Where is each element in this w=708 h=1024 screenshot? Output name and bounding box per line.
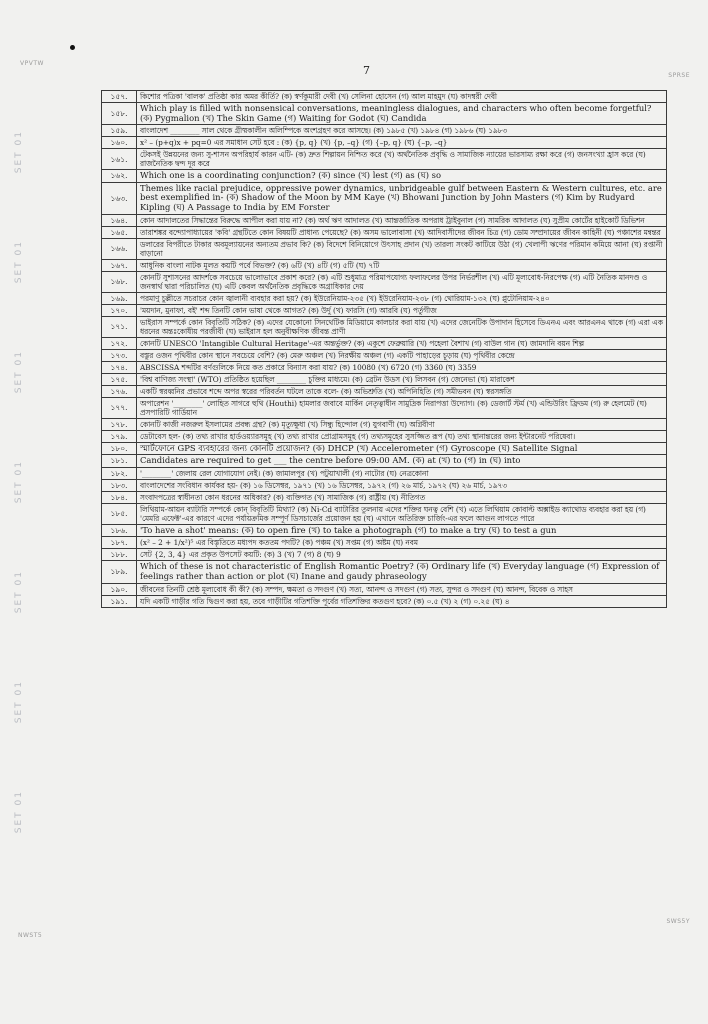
question-text: (x² – 2 + 1/x²)⁵ এর বিস্তৃতিতে মধ্যপদ কততম পদটি? (ক) পঞ্চম (খ) সপ্তম (গ) অষ্টম (ঘ) নবম	[137, 537, 667, 549]
question-number: ১৮৭.	[102, 537, 137, 549]
ink-dot	[70, 45, 75, 50]
question-number: ১৮১.	[102, 455, 137, 468]
question-number: ১৯১.	[102, 595, 137, 607]
question-number: ১৯০.	[102, 583, 137, 595]
question-number: ১৬৩.	[102, 182, 137, 214]
question-text: তারাশঙ্কর বন্দ্যোপাধ্যায়ের 'কবি' গ্রন্থটিতে কোন বিষয়টি প্রাধান্য পেয়েছে? (ক) অসম ভালোবাসা (খ) আদিবাসীদের জীবন চিত্র (গ) ডোম সম্প্রদায়ের জীবন কাহিনী (ঘ) পঞ্চাশের মন্বন্তর	[137, 226, 667, 238]
question-number: ১৭৬.	[102, 385, 137, 397]
question-row	[102, 316, 667, 337]
question-text: সংবাদপত্রের স্বাধীনতা কোন ধরনের অধিকার? (ক) ব্যক্তিগত (খ) সামাজিক (গ) রাষ্ট্রীয় (ঘ) নীতিগত	[137, 491, 667, 503]
question-number: ১৬৮.	[102, 271, 137, 292]
question-row	[102, 361, 667, 373]
question-text: কোনটি কাজী নজরুল ইসলামের প্রবন্ধ গ্রন্থ? (ক) মৃত্যুক্ষুধা (খ) সিন্ধু হিন্দোল (গ) যুগবাণী (ঘ) অগ্নিবীণা	[137, 418, 667, 430]
question-text: একটি স্বরধ্বনির প্রভাবে শব্দে অপর স্বরের পরিবর্তন ঘটলে তাকে বলে- (ক) অভিশ্রুতি (খ) অপিনিহিতি (গ) সমীভবন (ঘ) স্বরসঙ্গতি	[137, 385, 667, 397]
question-row	[102, 491, 667, 503]
question-number: ১৭২.	[102, 337, 137, 349]
set-label: SET 01	[14, 460, 24, 504]
question-number: ১৬৬.	[102, 238, 137, 259]
question-text: অপারেশন '________' লোহিত সাগরে হুথি (Houthi) হামলার জবাবে মার্কিন নেতৃত্বাধীন সামুদ্রিক নিরাপত্তা উদ্যোগ। (ক) ডেজার্ট স্টর্ম (খ) এন্ডিউরিং ফ্রিডম (গ) রু হেলমেট (ঘ) প্রসপারিটি গার্ডিয়ান	[137, 397, 667, 418]
question-number: ১৬০.	[102, 137, 137, 149]
question-row	[102, 385, 667, 397]
corner-mark-top-left: VPVTW	[20, 60, 44, 67]
set-label: SET 01	[14, 350, 24, 394]
question-number: ১৭১.	[102, 316, 137, 337]
question-text: স্মার্টফোনে GPS ব্যবহারের জন্য কোনটি প্রয়োজন? (ক) DHCP (খ) Accelerometer (গ) Gyroscope (ঘ) Satellite Signal	[137, 442, 667, 455]
question-row	[102, 373, 667, 385]
question-row	[102, 479, 667, 491]
set-watermark-column	[14, 130, 36, 930]
question-text: Candidates are required to get ___ the centre before 09:00 AM. (ক) at (খ) to (গ) in (ঘ) into	[137, 455, 667, 468]
question-text: কোনটি UNESCO 'Intangible Cultural Heritage'-এর অন্তর্ভুক্ত? (ক) একুশে ফেব্রুয়ারি (খ) পহেলা বৈশাখ (গ) বাউল গান (ঘ) জামদানি বয়ন শিল্প	[137, 337, 667, 349]
question-row	[102, 418, 667, 430]
corner-mark-bottom-right: SWS5Y	[666, 918, 690, 925]
set-label: SET 01	[14, 790, 24, 834]
question-table	[101, 90, 667, 608]
question-row	[102, 524, 667, 537]
question-row	[102, 337, 667, 349]
question-text: আধুনিক বাংলা নাটক মূলত কয়টি পর্বে বিভক্ত? (ক) ৬টি (খ) ৪টি (গ) ৫টি (ঘ) ৭টি	[137, 259, 667, 271]
question-row	[102, 349, 667, 361]
question-number: ১৭৭.	[102, 397, 137, 418]
corner-mark-bottom-left: NWST5	[18, 932, 43, 939]
question-row	[102, 125, 667, 137]
question-number: ১৫৯.	[102, 125, 137, 137]
question-text: Themes like racial prejudice, oppressive power dynamics, unbridgeable gulf between Eastern & Western cultures, etc. are best exemplified in- (ক) Shadow of the Moon by MM Kaye (খ) Bhowani Junction by John Masters (গ) Kim by Rudyard Kipling (ঘ) A Passage to India by EM Forster	[137, 182, 667, 214]
question-text: Which of these is not characteristic of English Romantic Poetry? (ক) Ordinary life (খ) Everyday language (গ) Expression of feelings rather than action or plot (ঘ) Inane and gaudy phraseology	[137, 561, 667, 583]
question-row	[102, 503, 667, 524]
question-row	[102, 430, 667, 442]
question-row	[102, 137, 667, 149]
question-text: ডলারের বিপরীতে টাকার অবমূল্যায়নের অন্যতম প্রভাব কি? (ক) বিদেশে বিনিয়োগে উৎসাহ প্রদান (খ) তারল্য সংকট কাটিয়ে উঠা (গ) খেলাপী ঋণের পরিমান কমিয়ে আনা (ঘ) রপ্তানী বাড়ানো	[137, 238, 667, 259]
question-number: ১৭৪.	[102, 361, 137, 373]
question-row	[102, 149, 667, 170]
question-number: ১৫৮.	[102, 103, 137, 125]
question-number: ১৭৩.	[102, 349, 137, 361]
set-label: SET 01	[14, 680, 24, 724]
question-number: ১৮৮.	[102, 549, 137, 561]
question-row	[102, 91, 667, 103]
question-text: 'বিশ্ব বাণিজ্য সংস্থা' (WTO) প্রতিষ্ঠিত হয়েছিল ________ চুক্তির মাধ্যমে। (ক) ব্রেটন উডস (খ) লিসবন (গ) জেনেভা (ঘ) মারাকেশ	[137, 373, 667, 385]
question-number: ১৭০.	[102, 304, 137, 316]
page-number: 7	[363, 64, 370, 77]
question-row	[102, 103, 667, 125]
question-text: সেট {2, 3, 4} এর প্রকৃত উপসেট কয়টি: (ক) 3 (খ) 7 (গ) 8 (ঘ) 9	[137, 549, 667, 561]
question-text: '________' জেলায় রেল যোগাযোগ নেই। (ক) জামালপুর (খ) পটুয়াখালী (গ) নাটোর (ঘ) নেত্রকোনা	[137, 467, 667, 479]
question-number: ১৬২.	[102, 170, 137, 183]
question-number: ১৮৯.	[102, 561, 137, 583]
question-number: ১৬১.	[102, 149, 137, 170]
question-number: ১৮০.	[102, 442, 137, 455]
question-row	[102, 292, 667, 304]
set-label: SET 01	[14, 130, 24, 174]
question-text: টেকসই উন্নয়নের জন্য সু-শাসন অপরিহার্য কারন এটি- (ক) দ্রুত শিল্পায়ন নিশ্চিত করে (খ) অর্থনৈতিক প্রবৃদ্ধি ও সামাজিক ন্যায়ের ভারসাম্য রক্ষা করে (গ) জনসংখ্যা হ্রাস করে (ঘ) রাজনৈতিক দ্বন্দ দূর করে	[137, 149, 667, 170]
question-text: 'ময়দান, মুনাফা, বই' শব্দ তিনটি কোন ভাষা থেকে আগত? (ক) উর্দু (খ) ফারসি (গ) আরবি (ঘ) পর্তুগীজ	[137, 304, 667, 316]
set-label: SET 01	[14, 570, 24, 614]
question-number: ১৬৫.	[102, 226, 137, 238]
question-number: ১৭৫.	[102, 373, 137, 385]
question-text: পরমাণু চুল্লীতে সচরাচর কোন জ্বালানী ব্যবহার করা হয়? (ক) ইউরেনিয়াম-২৩৫ (খ) ইউরেনিয়াম-২৩৮ (গ) থোরিয়াম-১৩২ (ঘ) প্লুটোনিয়াম-২৪০	[137, 292, 667, 304]
question-text: x² – (p+q)x + pq=0 এর সমাধান সেট হবে : (ক) {p, q} (খ) {p, –q} (গ) {–p, q} (ঘ) {–p, –q}	[137, 137, 667, 149]
question-text: বাংলাদেশের সংবিধান কার্যকর হয়- (ক) ১৬ ডিসেম্বর, ১৯৭১ (খ) ১৬ ডিসেম্বর, ১৯৭২ (গ) ২৬ মার্চ, ১৯৭২ (ঘ) ২৬ মার্চ, ১৯৭৩	[137, 479, 667, 491]
question-row	[102, 537, 667, 549]
question-number: ১৫৭.	[102, 91, 137, 103]
question-text: লিথিয়াম-আয়ন ব্যাটারি সম্পর্কে কোন্ বিবৃতিটি মিথ্যা? (ক) Ni-Cd ব্যাটারির তুলনায় এদের শক্তির ঘনত্ব বেশি (খ) এতে লিথিয়াম কোবাল্ট অক্সাইড ক্যাথোড ব্যবহার করা হয় (গ) 'মেমরি এফেক্ট'-এর কারণে এদের পর্যায়ক্রমিক সম্পূর্ণ ডিসচার্জের প্রয়োজন হয় (ঘ) এখানে অতিরিক্ত চার্জিং-এর ফলে আগুন লাগতে পারে	[137, 503, 667, 524]
question-number: ১৬৪.	[102, 214, 137, 226]
question-row	[102, 170, 667, 183]
question-number: ১৬৯.	[102, 292, 137, 304]
question-number: ১৮৫.	[102, 503, 137, 524]
question-row	[102, 238, 667, 259]
question-row	[102, 595, 667, 607]
corner-mark-top-right: SPRSE	[668, 72, 690, 79]
question-text: 'To have a shot' means: (ক) to open fire (খ) to take a photograph (গ) to make a try (ঘ) to test a gun	[137, 524, 667, 537]
question-text: কিশোর পত্রিকা 'বালক' প্রতিষ্ঠা কার অমর কীর্তি? (ক) স্বর্ণকুমারী দেবী (খ) সেলিনা হোসেন (গ) আল মাহমুদ (ঘ) কাদম্বরী দেবী	[137, 91, 667, 103]
question-number: ১৭৯.	[102, 430, 137, 442]
question-text: বাংলাদেশ ________ সাল থেকে গ্রীষ্মকালীন অলিম্পিকে অংশগ্রহণ করে আসছে। (ক) ১৯৮৫ (খ) ১৯৮৪ (গ) ১৯৮৬ (ঘ) ১৯৮৩	[137, 125, 667, 137]
question-row	[102, 442, 667, 455]
question-text: Which play is filled with nonsensical conversations, meaningless dialogues, and characters who often become forgetful? (ক) Pygmalion (খ) The Skin Game (গ) Waiting for Godot (ঘ) Candida	[137, 103, 667, 125]
question-row	[102, 561, 667, 583]
question-number: ১৮২.	[102, 467, 137, 479]
question-row	[102, 583, 667, 595]
question-number: ১৮৬.	[102, 524, 137, 537]
question-row	[102, 467, 667, 479]
question-row	[102, 549, 667, 561]
question-text: কোনটি সুশাসনের আদর্শকে সবচেয়ে ভালোভাবে প্রকাশ করে? (ক) এটি শুধুমাত্র পরিমাপযোগ্য ফলাফলের উপর নির্ভরশীল (খ) এটি মূল্যবোধ-নিরপেক্ষ (গ) এটি নৈতিক মানদণ্ড ও জনস্বার্থ দ্বারা পরিচালিত (ঘ) এটি কেবল অর্থনৈতিক প্রবৃদ্ধিকে অগ্রাধিকার দেয়	[137, 271, 667, 292]
question-text: Which one is a coordinating conjunction? (ক) since (খ) lest (গ) as (ঘ) so	[137, 170, 667, 183]
question-row	[102, 214, 667, 226]
question-number: ১৭৮.	[102, 418, 137, 430]
question-text: বস্তুর ওজন পৃথিবীর কোন স্থানে সবচেয়ে বেশি? (ক) মেরু অঞ্চল (খ) নিরক্ষীয় অঞ্চল (গ) একটি পাহাড়ের চূড়ায় (ঘ) পৃথিবীর কেন্দ্রে	[137, 349, 667, 361]
question-row	[102, 455, 667, 468]
question-number: ১৮৩.	[102, 479, 137, 491]
question-number: ১৮৪.	[102, 491, 137, 503]
question-number: ১৬৭.	[102, 259, 137, 271]
question-text: ABSCISSA শব্দটির বর্ণগুলিকে নিয়ে কত প্রকারে বিন্যাস করা যায়? (ক) 10080 (খ) 6720 (গ) 3360 (ঘ) 3359	[137, 361, 667, 373]
question-text: ডেটাবেস হল- (ক) তথ্য রাখার হার্ডওয়্যারসমূহ (খ) তথ্য রাখার প্রোগ্রামসমূহ (গ) তথ্যসমূহের সুসজ্জিত রূপ (ঘ) তথ্য স্থানান্তরের জন্য ইন্টারনেট পরিষেবা।	[137, 430, 667, 442]
question-row	[102, 304, 667, 316]
question-text: যদি একটি গাড়ীর গতি দ্বিগুণ করা হয়, তবে গাড়ীটির গতিশক্তি পূর্বের গতিশক্তির কতগুণ হবে? (ক) ০.৫ (খ) ২ (গ) ০.২৫ (ঘ) ৪	[137, 595, 667, 607]
question-table-body	[102, 91, 667, 608]
question-text: কোন আদালতের সিদ্ধান্তের বিরুদ্ধে আপীল করা যায় না? (ক) অর্থ ঋণ আদালত (খ) আন্তর্জাতিক অপরাধ ট্রাইবুনাল (গ) সামরিক আদালত (ঘ) সুপ্রীম কোর্টের হাইকোর্ট ডিভিশন	[137, 214, 667, 226]
question-row	[102, 397, 667, 418]
question-row	[102, 271, 667, 292]
set-label: SET 01	[14, 240, 24, 284]
question-row	[102, 259, 667, 271]
question-text: জীবনের তিনটি শ্রেষ্ঠ মূল্যবোধ কী কী? (ক) সম্পদ, ক্ষমতা ও সদগুণ (খ) সত্য, আনন্দ ও সদগুণ (গ) সত্য, সুন্দর ও সদগুণ (ঘ) আনন্দ, বিবেক ও সাহস	[137, 583, 667, 595]
question-row	[102, 226, 667, 238]
question-row	[102, 182, 667, 214]
question-text: ভাইরাস সম্পর্কে কোন বিবৃতিটি সঠিক? (ক) এদের যেকোনো সিনথেটিক মিডিয়ামে কালচার করা যায় (খ) এদের জেনেটিক উপাদান হিসেবে ডিএনএ এবং আরএনএ থাকে (গ) এরা এক ধরনের অন্তঃকোষীয় পরজীবী (ঘ) ভাইরাস হল অনুবীক্ষণিক জীবন্ত প্রাণী	[137, 316, 667, 337]
